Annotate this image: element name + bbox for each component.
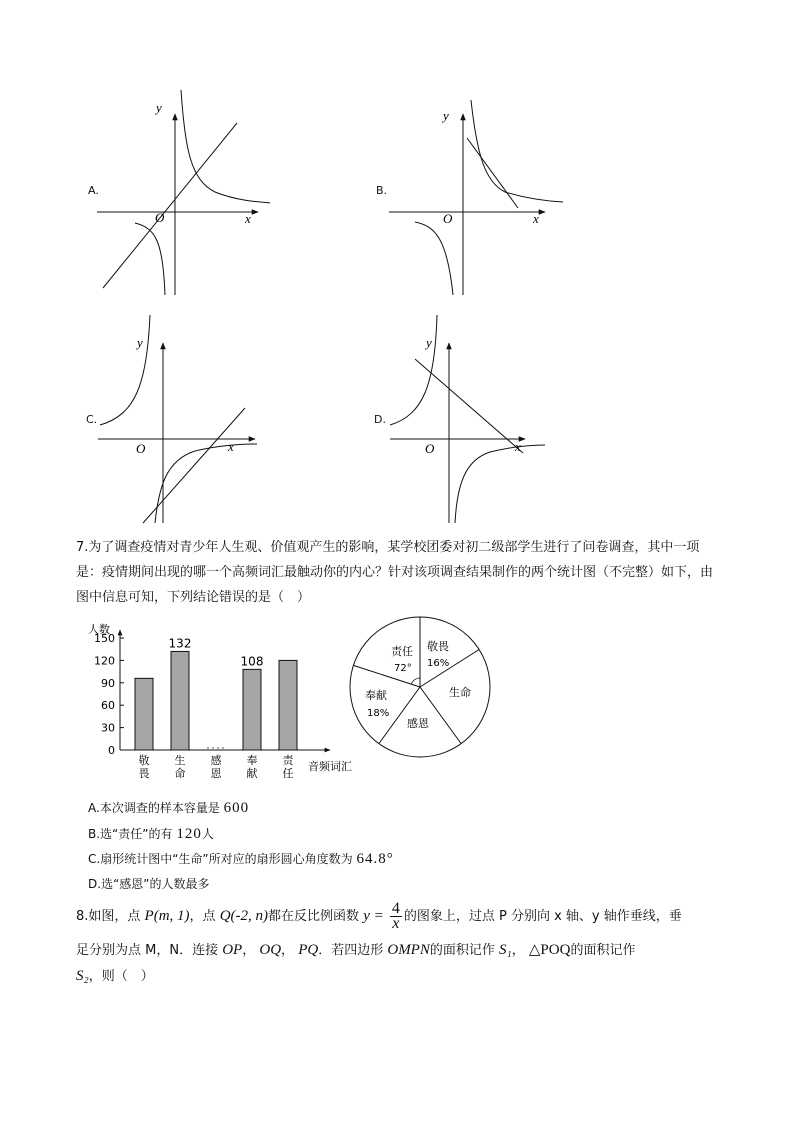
bar-4 — [279, 660, 297, 750]
pie-label-shengming: 生命 — [449, 686, 471, 699]
bar-data-label-3: 108 — [240, 654, 264, 669]
pie-label-jingwei: 敬畏 — [427, 640, 449, 653]
pie-label-fengxian: 奉献 — [365, 689, 387, 702]
origin-label: O — [443, 211, 453, 226]
bar-category-label-1: 命 — [174, 767, 186, 780]
bar-category-label-0: 畏 — [138, 767, 150, 780]
bar-xlabel: 音频词汇 — [308, 760, 352, 773]
pie-chart — [345, 612, 495, 762]
x-axis-label: x — [533, 211, 539, 226]
x-axis-label: x — [515, 439, 521, 454]
q7-option-b: B.选“责任”的有 120人 — [88, 826, 214, 842]
graph-option-a — [95, 90, 270, 300]
origin-label: O — [155, 210, 165, 225]
bar-category-label-3: 奉 — [246, 754, 258, 767]
question-7-stem: 7.为了调查疫情对青少年人生观、价值观产生的影响，某学校团委对初二级部学生进行了问卷调查，其中一项是：疫情期间出现的哪一个高频词汇最触动你的内心？针对该项调查结果制作的两个统计图（不完整）如下，由图中信息可知，下列结论错误的是（ ） — [76, 540, 714, 605]
graph-option-c — [95, 315, 270, 525]
q7-option-a: A.本次调查的样本容量是 600 — [88, 800, 250, 816]
option-a-label: A. — [88, 184, 99, 197]
bar-category-label-2: 感 — [210, 754, 222, 767]
pie-angle-zeren: 72° — [394, 663, 412, 674]
pie-label-zeren: 责任 — [391, 645, 413, 658]
bar-category-label-1: 生 — [174, 754, 186, 767]
bar-ytick-label: 90 — [101, 676, 115, 690]
hyperbola-branch — [181, 90, 270, 203]
pie-percent-jingwei: 16% — [427, 658, 450, 669]
bar-3 — [243, 669, 261, 750]
graph-option-b — [385, 100, 565, 300]
pie-label-ganen: 感恩 — [407, 717, 429, 730]
option-c-label: C. — [86, 413, 98, 426]
hyperbola-branch — [100, 315, 150, 425]
graph-option-d — [385, 315, 560, 525]
hyperbola-branch — [471, 100, 563, 202]
option-d-label: D. — [374, 413, 386, 426]
bar-ytick-label: 60 — [101, 699, 115, 713]
bar-category-label-4: 责 — [282, 754, 294, 767]
origin-label: O — [136, 441, 146, 456]
bar-category-label-0: 敬 — [138, 754, 150, 767]
bar-ytick-label: 150 — [94, 632, 115, 645]
bar-ytick-label: 0 — [108, 744, 115, 757]
x-axis-label: x — [228, 439, 234, 454]
fraction-4-over-x: $\frac{4}{x}$ — [391, 900, 400, 932]
x-axis-label: x — [245, 211, 251, 226]
bar-chart — [78, 618, 368, 790]
bar-category-label-2: 恩 — [210, 767, 222, 780]
line-graph — [103, 123, 237, 288]
question-8-line-3: S₂，则（ ） — [76, 968, 154, 984]
hyperbola-branch — [390, 315, 437, 425]
line-graph — [143, 408, 245, 523]
y-axis-label: y — [443, 108, 449, 123]
bar-ytick-label: 30 — [101, 721, 115, 735]
bar-0 — [135, 678, 153, 750]
pie-percent-fengxian: 18% — [367, 708, 390, 719]
y-axis-label: y — [156, 100, 162, 115]
bar-1 — [171, 651, 189, 750]
hyperbola-branch — [155, 444, 257, 523]
question-8-line-1: 8.如图，点 P(m, 1)，点 Q(-2, n)都在反比例函数 y = $\frac{4}{x}$ 的图象上，过点 P 分别向 x 轴、y 轴作垂线，垂 — [76, 900, 682, 932]
bar-category-label-4: 任 — [282, 767, 294, 780]
hyperbola-branch — [415, 222, 453, 295]
q7-option-d: D.选“感恩”的人数最多 — [88, 877, 210, 891]
bar-data-label-1: 132 — [168, 636, 192, 651]
line-graph — [467, 138, 518, 208]
y-axis-label: y — [426, 335, 432, 350]
hyperbola-branch — [135, 223, 165, 295]
bar-ylabel: 人数 — [88, 623, 110, 636]
origin-label: O — [425, 441, 435, 456]
bar-category-label-3: 献 — [246, 767, 258, 780]
question-8-line-2: 足分别为点 M，N．连接 OP， OQ， PQ．若四边形 OMPN的面积记作 S₁， △POQ的面积记作 — [76, 942, 636, 958]
option-b-label: B. — [376, 184, 388, 197]
bar-ytick-label: 120 — [94, 654, 115, 668]
y-axis-label: y — [137, 335, 143, 350]
q7-option-c: C.扇形统计图中“生命”所对应的扇形圆心角度数为 64.8° — [88, 851, 394, 867]
hyperbola-branch — [455, 445, 545, 523]
